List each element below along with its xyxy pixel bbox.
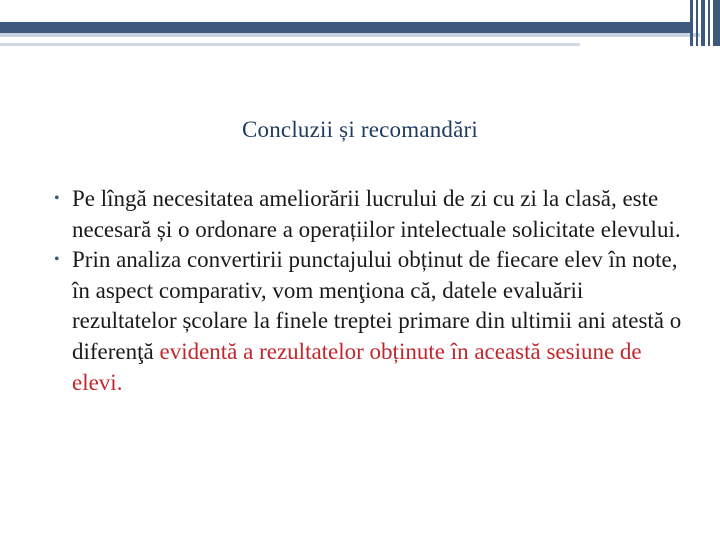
bullet-text-2: Prin analiza convertirii punctajului obținut de fiecare elev în note, în aspect comparativ, vom menţiona că, datele evaluării rezultatelor școlare la finele treptei primare din ultimii ani atestă o diferenţă (72, 247, 682, 364)
top-decorative-band-light (0, 33, 700, 37)
slide-content (50, 184, 690, 398)
bullet-text-1: Pe lîngă necesitatea ameliorării lucrului de zi cu zi la clasă, este necesară și o ordonare a operațiilor intelectuale solicitate elevului. (72, 186, 681, 242)
bullet-item-2 (50, 245, 690, 398)
bullet-item-1 (50, 184, 690, 245)
slide-title: Concluzii și recomandări (241, 117, 478, 142)
bullet-text-2-highlight: evidentă a rezultatelor obținute în această sesiune de elevi. (72, 338, 642, 395)
top-decorative-underline (0, 43, 580, 46)
bullet-dot-icon: • (54, 190, 60, 207)
bullet-dot-icon: • (54, 251, 60, 269)
top-decorative-band (0, 22, 690, 33)
corner-stripes (690, 0, 720, 46)
